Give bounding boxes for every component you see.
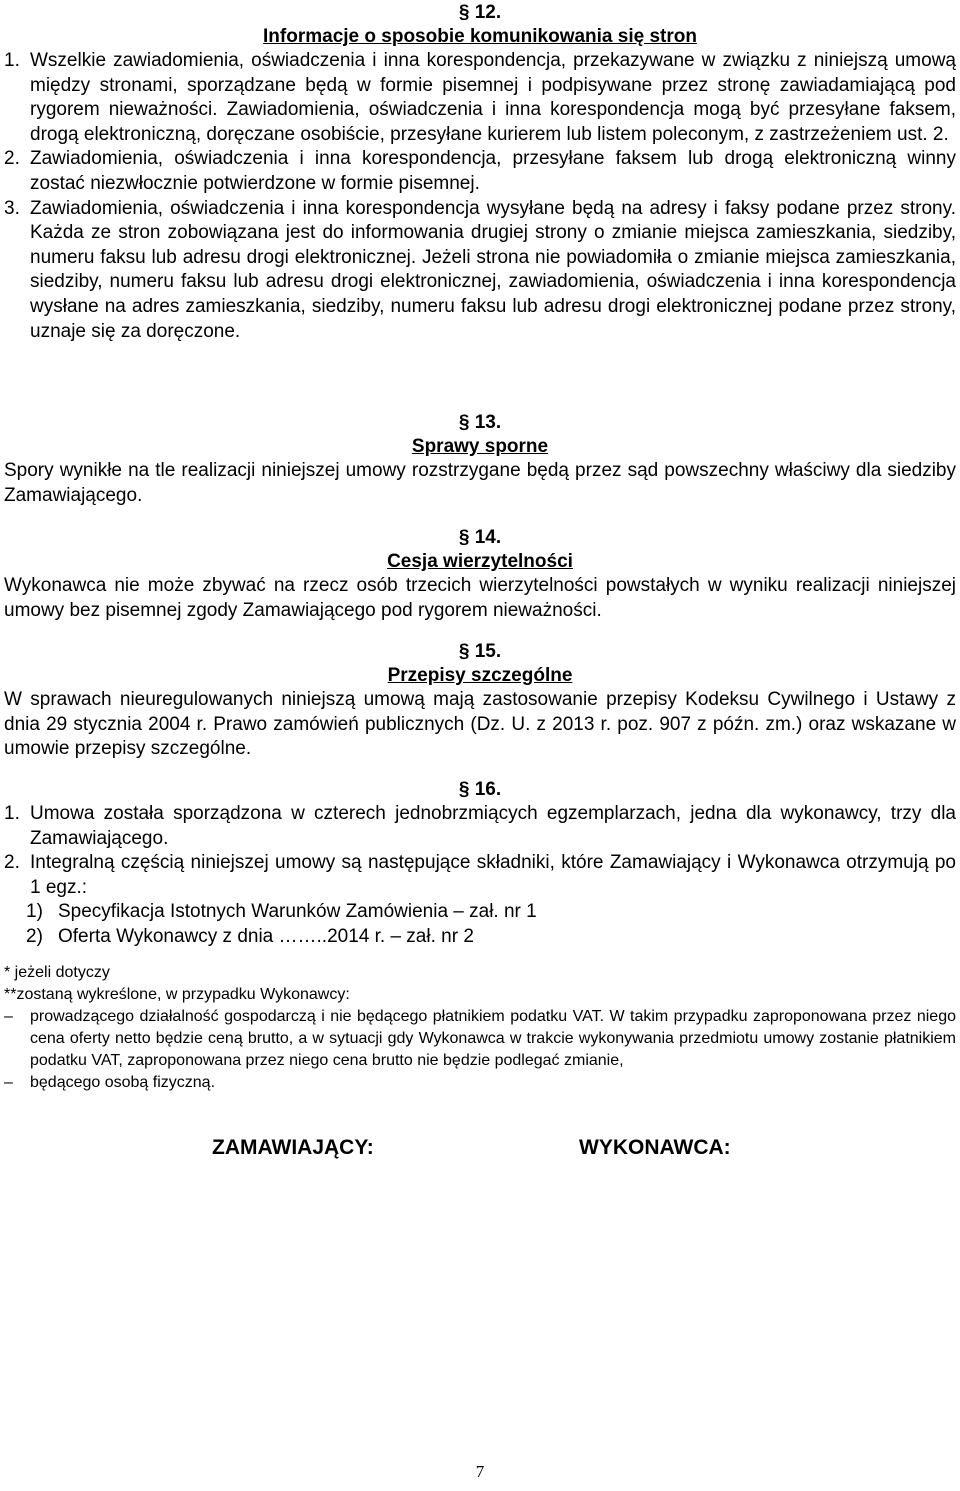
footnote-1: * jeżeli dotyczy bbox=[4, 964, 110, 981]
section-14-text: Wykonawca nie może zbywać na rzecz osób trzecich wierzytelności powstałych w wyniku realizacji niniejszej umowy bez pisemnej zgody Zamawiającego pod rygorem nieważności. bbox=[4, 575, 956, 621]
sub-item-text: Oferta Wykonawcy z dnia ……..2014 r. – zał. nr 2 bbox=[58, 925, 474, 947]
item-text: Zawiadomienia, oświadczenia i inna korespondencja wysyłane będą na adresy i faksy podane przez strony. Każda ze stron zobowiązana jest do informowania drugiej strony o zmianie miejsca zamieszkania, siedziby, numeru faksu lub adresu drogi elektronicznej. Jeżeli strona nie powiadomiła o zmianie miejsca zamieszkania, siedziby, numeru faksu lub adresu drogi elektronicznej, zawiadomienia, oświadczenia i inna korespondencja wysłane na adres zamieszkania, siedziby, numeru faksu lub adresu drogi elektronicznej podane przez strony, uznaje się za doręczone. bbox=[30, 197, 956, 342]
list-item bbox=[4, 802, 956, 851]
section-13-title: Sprawy sporne bbox=[411, 436, 549, 457]
section-15-number: § 15. bbox=[458, 641, 502, 662]
section-12-number: § 12. bbox=[458, 2, 502, 23]
item-number: 1. bbox=[4, 50, 20, 71]
section-16-number: § 16. bbox=[458, 779, 502, 800]
list-item bbox=[4, 197, 956, 345]
dash-marker: – bbox=[4, 1074, 13, 1091]
section-12-title: Informacje o sposobie komunikowania się stron bbox=[263, 26, 697, 47]
item-text: Integralną częścią niniejszej umowy są następujące składniki, które Zamawiający i Wykonawca otrzymują po 1 egz.: bbox=[30, 852, 956, 898]
item-number: 1. bbox=[4, 803, 20, 824]
item-number: 3. bbox=[4, 197, 20, 219]
signature-zamawiajacy: ZAMAWIAJĄCY: bbox=[212, 1136, 374, 1159]
dash-text: będącego osobą fizyczną. bbox=[30, 1074, 216, 1091]
section-14 bbox=[4, 526, 956, 623]
footnote-dash-item bbox=[4, 1006, 956, 1072]
item-text: Zawiadomienia, oświadczenia i inna korespondencja, przesyłane faksem lub drogą elektroniczną winny zostać niezwłocznie potwierdzone w formie pisemnej. bbox=[30, 148, 956, 194]
dash-marker: – bbox=[4, 1008, 13, 1025]
sub-item bbox=[4, 900, 956, 925]
list-item bbox=[4, 147, 956, 196]
section-13 bbox=[4, 411, 956, 508]
item-text: Umowa została sporządzona w czterech jednobrzmiących egzemplarzach, jedna dla wykonawcy, trzy dla Zamawiającego. bbox=[30, 803, 956, 849]
section-15-title: Przepisy szczególne bbox=[387, 665, 573, 686]
page-number: 7 bbox=[475, 1462, 485, 1481]
section-13-number: § 13. bbox=[458, 412, 502, 433]
footnotes bbox=[4, 962, 956, 1094]
list-item bbox=[4, 851, 956, 900]
sub-item bbox=[4, 925, 956, 950]
sub-item-number: 1) bbox=[26, 901, 43, 923]
footnote-2: **zostaną wykreślone, w przypadku Wykonawcy: bbox=[4, 986, 350, 1003]
section-16 bbox=[4, 778, 956, 950]
item-number: 2. bbox=[4, 148, 20, 170]
signature-wykonawca: WYKONAWCA: bbox=[579, 1136, 731, 1159]
section-14-title: Cesja wierzytelności bbox=[387, 551, 573, 572]
section-13-text: Spory wynikłe na tle realizacji niniejszej umowy rozstrzygane będą przez sąd powszechny właściwy dla siedziby Zamawiającego. bbox=[4, 460, 956, 506]
item-text: Wszelkie zawiadomienia, oświadczenia i inna korespondencja, przekazywane w związku z niniejszą umową między stronami, sporządzane będą w formie pisemnej i podpisywane przez stronę zawiadamiającą pod rygorem nieważności. Zawiadomienia, oświadczenia i inna korespondencja mogą być przesyłane faksem, drogą elektroniczną, doręczane osobiście, przesyłane kurierem lub listem poleconym, z zastrzeżeniem ust. 2. bbox=[30, 50, 956, 145]
section-14-number: § 14. bbox=[458, 527, 502, 548]
sub-item-text: Specyfikacja Istotnych Warunków Zamówienia – zał. nr 1 bbox=[58, 901, 537, 923]
footnote-dash-item bbox=[4, 1072, 956, 1094]
section-15-text: W sprawach nieuregulowanych niniejszą umową mają zastosowanie przepisy Kodeksu Cywilnego i Ustawy z dnia 29 stycznia 2004 r. Prawo zamówień publicznych (Dz. U. z 2013 r. poz. 907 z późn. zm.) oraz wskazane w umowie przepisy szczególne. bbox=[4, 689, 956, 760]
section-12 bbox=[4, 1, 956, 344]
dash-text: prowadzącego działalność gospodarczą i nie będącego płatnikiem podatku VAT. W takim przypadku zaproponowana przez niego cena oferty netto będzie ceną brutto, a w sytuacji gdy Wykonawca w trakcie wykonywania przedmiotu umowy zostanie płatnikiem podatku VAT, zaproponowana przez niego cena brutto nie będzie podlegać zmianie, bbox=[30, 1008, 956, 1069]
sub-item-number: 2) bbox=[26, 925, 43, 947]
section-15 bbox=[4, 640, 956, 762]
item-number: 2. bbox=[4, 852, 20, 874]
list-item bbox=[4, 49, 956, 147]
